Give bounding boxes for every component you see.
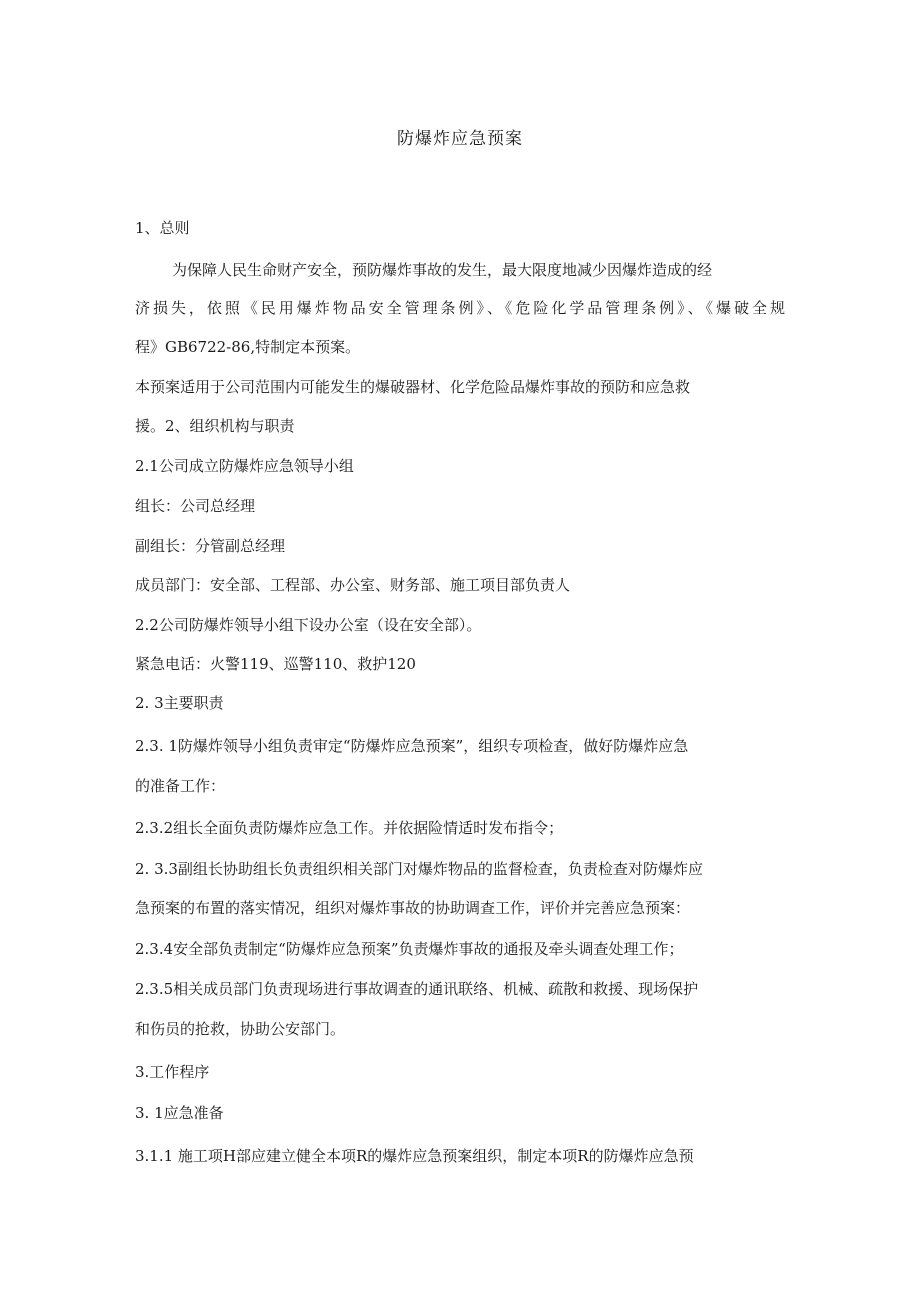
paragraph-line: 2. 3.3副组长协助组长负责组织相关部门对爆炸物品的监督检查，负责检查对防爆炸应: [135, 860, 703, 878]
paragraph-line: 3.1.1 施工项H部应建立健全本项R的爆炸应急预案组织，制定本项R的防爆炸应急预: [135, 1147, 694, 1165]
paragraph-line: 程》GB6722-86,特制定本预案。: [135, 338, 361, 356]
paragraph-line: 2.3.2组长全面负责防爆炸应急工作。并依据险情适时发布指令；: [135, 819, 564, 837]
section-heading: 2. 3主要职责: [135, 694, 224, 712]
paragraph-line: 急预案的布置的落实情况，组织对爆炸事故的协助调查工作，评价并完善应急预案：: [135, 899, 691, 917]
paragraph-line: 和伤员的抢救，协助公安部门。: [135, 1020, 346, 1038]
paragraph-line: 的准备工作：: [135, 777, 226, 795]
paragraph-line: 2.3.4安全部负责制定“防爆炸应急预案”负责爆炸事故的通报及牵头调查处理工作；: [135, 940, 684, 958]
paragraph-line: 2.3. 1防爆炸领导小组负责审定“防爆炸应急预案”，组织专项检查，做好防爆炸应急: [135, 737, 689, 755]
document-title: 防爆炸应急预案: [397, 129, 523, 149]
section-line: 副组长：分管副总经理: [135, 537, 286, 555]
paragraph-line: 济损失，依照《民用爆炸物品安全管理条例》、《危险化学品管理条例》、《爆破全规: [135, 299, 785, 317]
section-heading: 3. 1应急准备: [135, 1104, 224, 1122]
paragraph-line: 为保障人民生命财产安全，预防爆炸事故的发生，最大限度地减少因爆炸造成的经: [172, 261, 713, 279]
section-line: 组长：公司总经理: [135, 497, 256, 515]
paragraph-line: 2.3.5相关成员部门负责现场进行事故调查的通讯联络、机械、疏散和救援、现场保护: [135, 980, 699, 998]
section-heading: 3.工作程序: [135, 1063, 210, 1081]
paragraph-line: 本预案适用于公司范围内可能发生的爆破器材、化学危险品爆炸事故的预防和应急救: [135, 378, 691, 396]
section-line: 成员部门：安全部、工程部、办公室、财务部、施工项目部负责人: [135, 576, 571, 594]
heading-general: 1、总则: [135, 219, 190, 237]
section-line: 2.2公司防爆炸领导小组下设办公室（设在安全部）。: [135, 616, 482, 634]
section-line: 2.1公司成立防爆炸应急领导小组: [135, 457, 354, 475]
paragraph-line: 援。2、组织机构与职责: [135, 417, 295, 435]
emergency-phone-line: 紧急电话：火警119、巡警110、救护120: [135, 655, 416, 673]
